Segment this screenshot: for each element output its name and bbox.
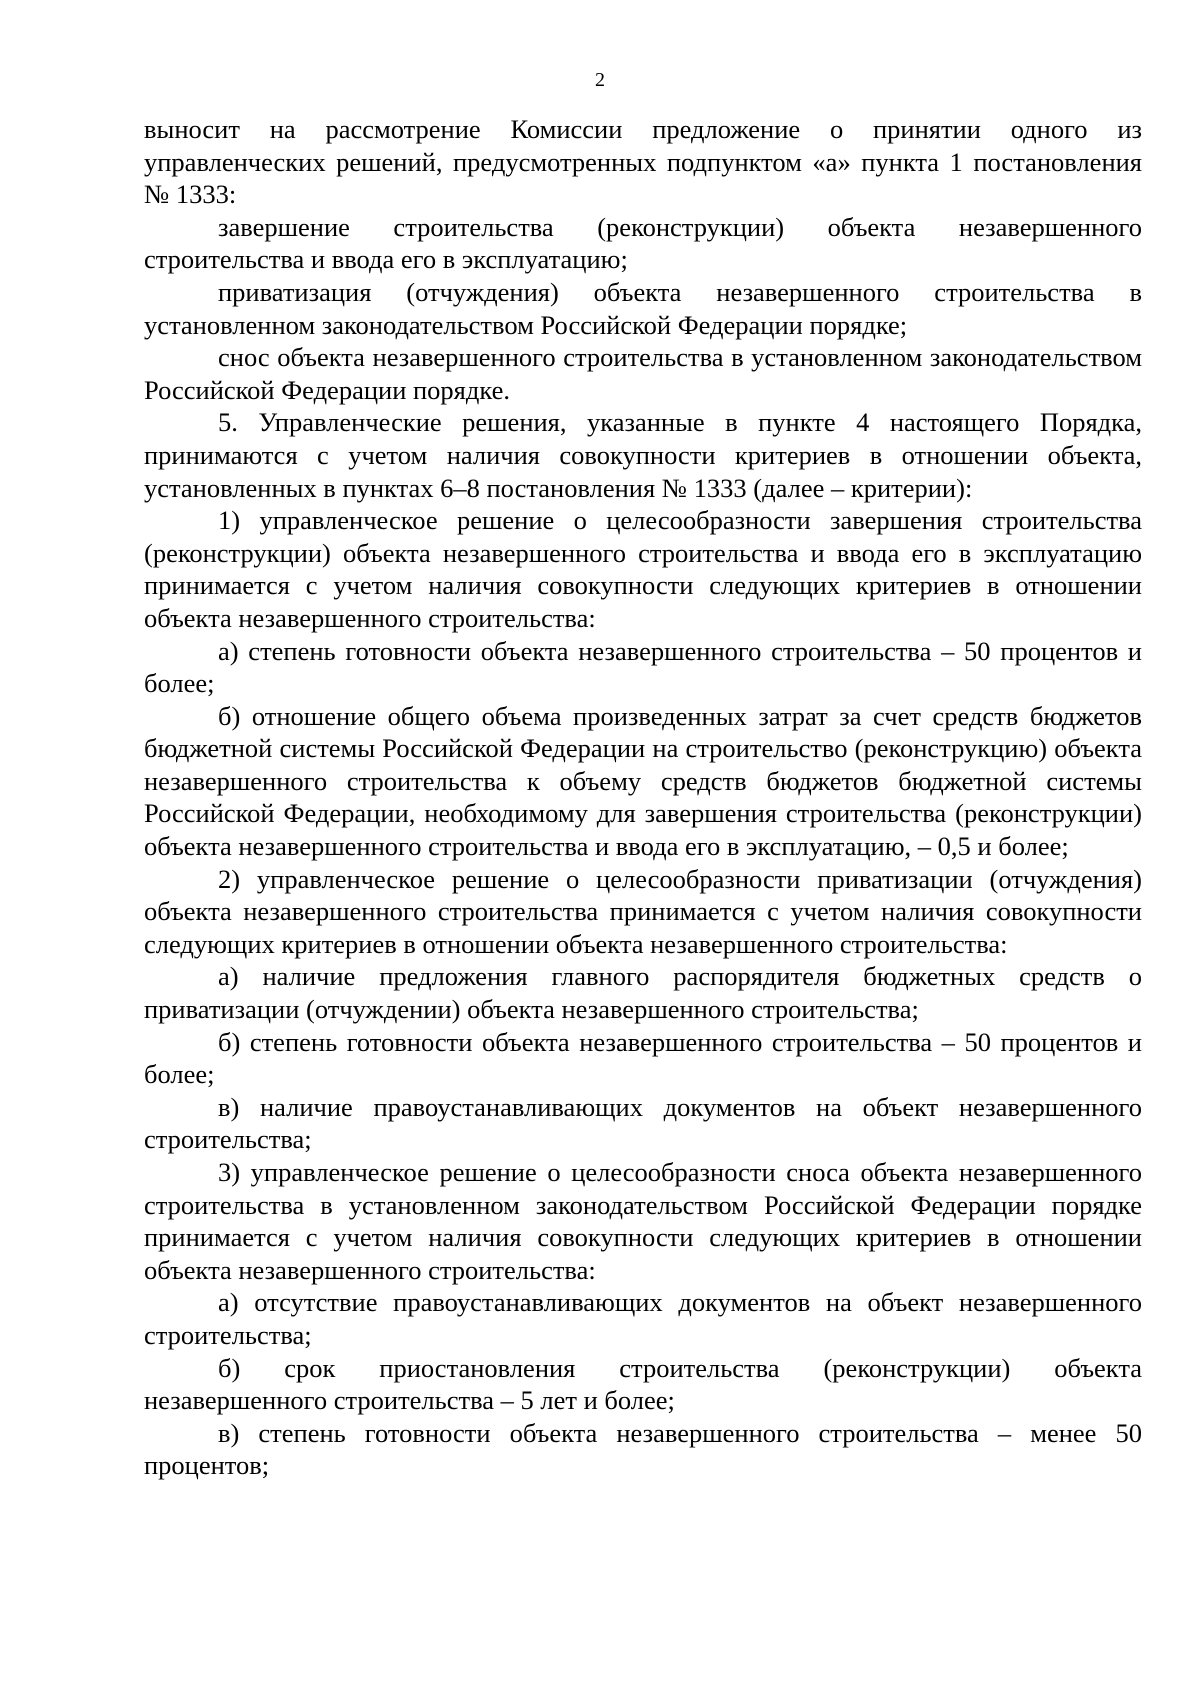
paragraph-intro: выносит на рассмотрение Комиссии предложение о принятии одного из управленческих решений, предусмотренных подпунктом «а» пункта 1 постановления № 1333: [144, 114, 1142, 210]
paragraph-option-completion: завершение строительства (реконструкции) объекта незавершенного строительства и ввода его в эксплуатацию; [144, 211, 1142, 275]
document-body [144, 113, 1142, 1482]
paragraph-criteria-2c: в) наличие правоустанавливающих документов на объект незавершенного строительства; [144, 1091, 1142, 1155]
page-number: 2 [595, 69, 605, 91]
paragraph-criteria-3: 3) управленческое решение о целесообразности сноса объекта незавершенного строительства в установленном законодательством Российской Федерации порядке принимается с учетом наличия совокупности следующих критериев в отношении объекта незавершенного строительства: [144, 1157, 1142, 1285]
paragraph-criteria-1b: б) отношение общего объема произведенных затрат за счет средств бюджетов бюджетной системы Российской Федерации на строительство (реконструкцию) объекта незавершенного строительства к объему средств бюджетов бюджетной системы Российской Федерации, необходимому для завершения строительства (реконструкции) объекта незавершенного строительства и ввода его в эксплуатацию, – 0,5 и более; [144, 700, 1142, 862]
paragraph-item-5: 5. Управленческие решения, указанные в пункте 4 настоящего Порядка, принимаются с учетом наличия совокупности критериев в отношении объекта, установленных в пунктах 6–8 постановления № 1333 (далее – критерии): [144, 407, 1142, 503]
paragraph-criteria-3b: б) срок приостановления строительства (реконструкции) объекта незавершенного строительства – 5 лет и более; [144, 1352, 1142, 1416]
paragraph-criteria-2a: а) наличие предложения главного распорядителя бюджетных средств о приватизации (отчуждении) объекта незавершенного строительства; [144, 961, 1142, 1025]
paragraph-criteria-3a: а) отсутствие правоустанавливающих документов на объект незавершенного строительства; [144, 1287, 1142, 1350]
paragraph-criteria-2: 2) управленческое решение о целесообразности приватизации (отчуждения) объекта незавершенного строительства принимается с учетом наличия совокупности следующих критериев в отношении объекта незавершенного строительства: [144, 863, 1142, 959]
paragraph-criteria-3c: в) степень готовности объекта незавершенного строительства – менее 50 процентов; [144, 1417, 1142, 1481]
paragraph-criteria-2b: б) степень готовности объекта незавершенного строительства – 50 процентов и более; [144, 1026, 1142, 1090]
paragraph-option-privatization: приватизация (отчуждения) объекта незавершенного строительства в установленном законодательством Российской Федерации порядке; [144, 276, 1142, 340]
paragraph-criteria-1: 1) управленческое решение о целесообразности завершения строительства (реконструкции) объекта незавершенного строительства и ввода его в эксплуатацию принимается с учетом наличия совокупности следующих критериев в отношении объекта незавершенного строительства: [144, 505, 1142, 633]
paragraph-option-demolition: снос объекта незавершенного строительства в установленном законодательством Российской Федерации порядке. [144, 342, 1142, 405]
paragraph-criteria-1a: а) степень готовности объекта незавершенного строительства – 50 процентов и более; [144, 635, 1142, 699]
